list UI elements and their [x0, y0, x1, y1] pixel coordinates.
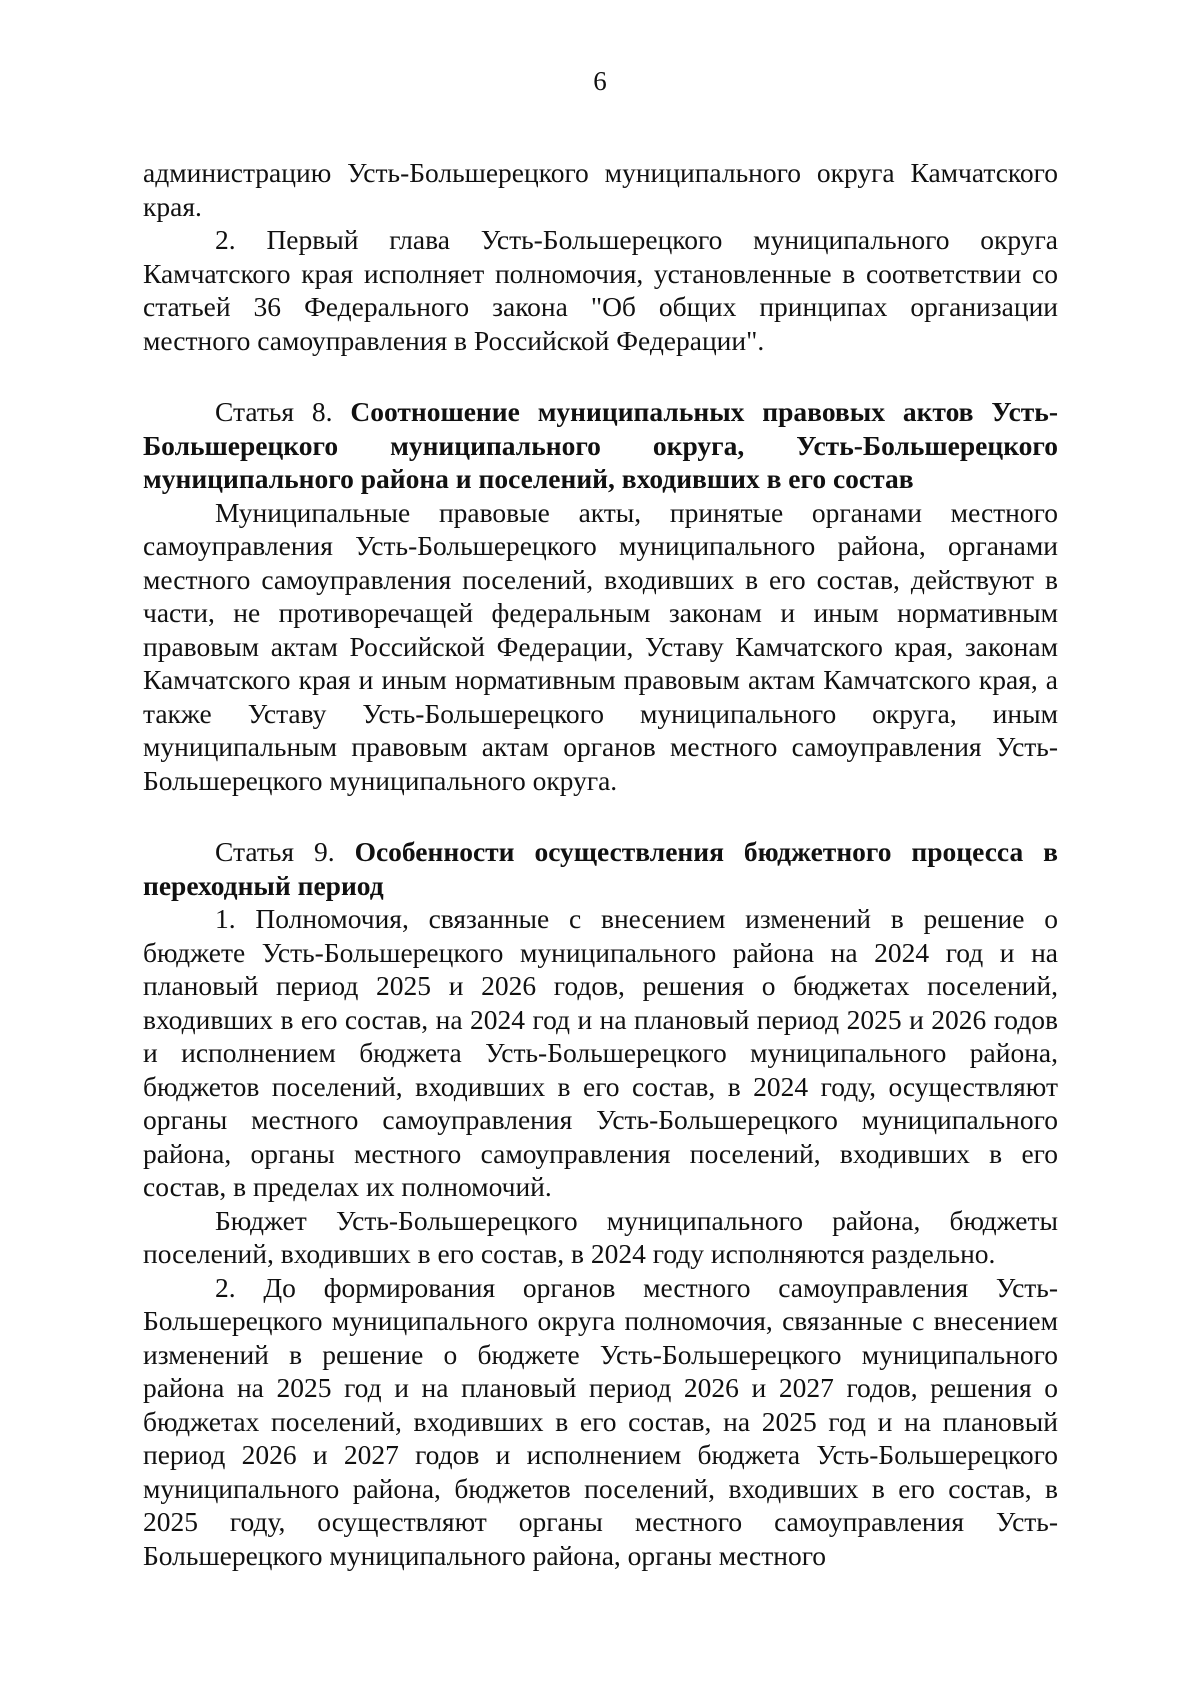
article-8-paragraph: Муниципальные правовые акты, принятые органами местного самоуправления Усть-Большерецкого муниципального района, органами местного самоуправления поселений, входивших в его состав, действуют в части, не противоречащей федеральным законам и иным нормативным правовым актам Российской Федерации, Уставу Камчатского края, законам Камчатского края и иным нормативным правовым актам Камчатского края, а также Уставу Усть-Большерецкого муниципального округа, иным муниципальным правовым актам органов местного самоуправления Усть-Большерецкого муниципального округа. — [143, 496, 1058, 796]
page-number: 6 — [593, 66, 607, 96]
article-9-title: Особенности осуществления бюджетного процесса в переходный период — [143, 836, 1058, 901]
section-gap — [143, 357, 1058, 395]
section-gap — [143, 797, 1058, 835]
article-9-paragraph-budget: Бюджет Усть-Большерецкого муниципального района, бюджеты поселений, входивших в его состав, в 2024 году исполняются раздельно. — [143, 1204, 1058, 1269]
paragraph-continuation: администрацию Усть-Большерецкого муниципального округа Камчатского края. — [143, 157, 1058, 222]
paragraph-item-2: 2. Первый глава Усть-Большерецкого муниципального округа Камчатского края исполняет полномочия, установленные в соответствии со статьей 36 Федерального закона "Об общих принципах организации местного самоуправления в Российской Федерации". — [143, 224, 1058, 356]
article-8-label: Статья 8. — [215, 396, 333, 427]
article-8-heading — [143, 395, 1058, 496]
article-9-heading — [143, 835, 1058, 902]
article-8-title: Соотношение муниципальных правовых актов Усть-Большерецкого муниципального округа, Усть-Большерецкого муниципального района и поселений, входивших в его состав — [143, 396, 1058, 494]
document-body — [143, 156, 1058, 1572]
article-9-paragraph-1: 1. Полномочия, связанные с внесением изменений в решение о бюджете Усть-Большерецкого муниципального района на 2024 год и на плановый период 2025 и 2026 годов, решения о бюджетах поселений, входивших в его состав, на 2024 год и на плановый период 2025 и 2026 годов и исполнением бюджета Усть-Большерецкого муниципального района, бюджетов поселений, входивших в его состав, в 2024 году, осуществляют органы местного самоуправления Усть-Большерецкого муниципального района, органы местного самоуправления поселений, входивших в его состав, в пределах их полномочий. — [143, 903, 1058, 1202]
article-9-paragraph-2: 2. До формирования органов местного самоуправления Усть-Большерецкого муниципального округа полномочия, связанные с внесением изменений в решение о бюджете Усть-Большерецкого муниципального района на 2025 год и на плановый период 2026 и 2027 годов, решения о бюджетах поселений, входивших в его состав, на 2025 год и на плановый период 2026 и 2027 годов и исполнением бюджета Усть-Большерецкого муниципального района, бюджетов поселений, входивших в его состав, в 2025 году, осуществляют органы местного самоуправления Усть-Большерецкого муниципального района, органы местного — [143, 1271, 1058, 1571]
article-9-label: Статья 9. — [215, 836, 335, 867]
